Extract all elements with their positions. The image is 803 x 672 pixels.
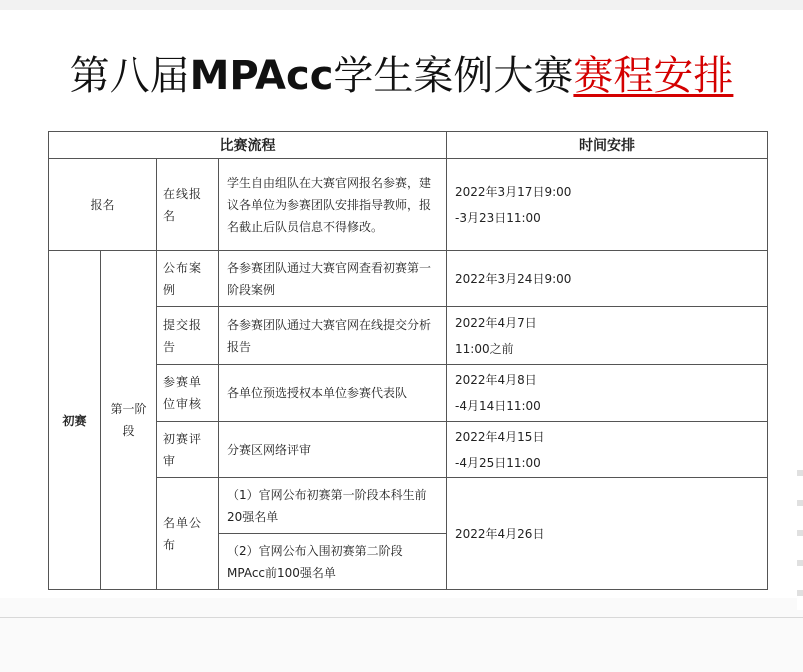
time-line: -3月23日11:00 [455, 210, 541, 225]
desc-cell: 分赛区网络评审 [219, 422, 447, 478]
schedule-table [48, 131, 768, 590]
table-row [49, 422, 768, 478]
time-cell [447, 159, 768, 251]
table-row [49, 307, 768, 365]
desc-cell: 各参赛团队通过大赛官网在线提交分析报告 [219, 307, 447, 365]
step-cell: 初赛评审 [157, 422, 219, 478]
time-line: 11:00之前 [455, 341, 514, 356]
divider [0, 617, 803, 618]
table-row [49, 251, 768, 307]
header-process: 比赛流程 [49, 132, 447, 159]
time-line: 2022年3月24日9:00 [455, 271, 572, 286]
time-cell [447, 365, 768, 422]
time-line: -4月14日11:00 [455, 399, 541, 413]
step-cell: 参赛单位审核 [157, 365, 219, 422]
title-highlight: 赛程安排 [573, 53, 734, 99]
page-title [0, 48, 803, 104]
bottom-area [0, 598, 803, 672]
desc-cell: 学生自由组队在大赛官网报名参赛，建议各单位为参赛团队安排指导教师，报名截止后队员信息不得修改。 [219, 159, 447, 251]
title-part1: 第八届 [69, 53, 190, 99]
stage-preliminary: 初赛 [49, 251, 101, 590]
stage-registration: 报名 [49, 159, 157, 251]
time-cell [447, 251, 768, 307]
desc-cell: （1）官网公布初赛第一阶段本科生前20强名单 [219, 478, 447, 534]
table-row [49, 365, 768, 422]
time-cell: 2022年4月26日 [447, 478, 768, 590]
title-part2: MPAcc [189, 53, 334, 99]
step-cell: 公布案例 [157, 251, 219, 307]
phase-first: 第一阶段 [101, 251, 157, 590]
step-cell: 在线报名 [157, 159, 219, 251]
time-line: 2022年4月15日 [455, 429, 545, 444]
table-row [49, 478, 768, 534]
desc-cell: 各单位预选授权本单位参赛代表队 [219, 365, 447, 422]
top-strip [0, 0, 803, 10]
desc-cell: 各参赛团队通过大赛官网查看初赛第一阶段案例 [219, 251, 447, 307]
desc-cell: （2）官网公布入围初赛第二阶段MPAcc前100强名单 [219, 534, 447, 590]
scroll-edge [797, 470, 803, 610]
header-row [49, 132, 768, 159]
time-cell [447, 307, 768, 365]
time-line: 2022年4月8日 [455, 373, 537, 387]
title-part3: 学生案例大赛 [333, 53, 574, 99]
time-cell [447, 422, 768, 478]
table-row [49, 159, 768, 251]
step-cell: 名单公布 [157, 478, 219, 590]
header-time: 时间安排 [447, 132, 768, 159]
time-line: -4月25日11:00 [455, 455, 541, 470]
step-cell: 提交报告 [157, 307, 219, 365]
time-line: 2022年4月7日 [455, 315, 537, 330]
time-line: 2022年3月17日9:00 [455, 184, 572, 199]
